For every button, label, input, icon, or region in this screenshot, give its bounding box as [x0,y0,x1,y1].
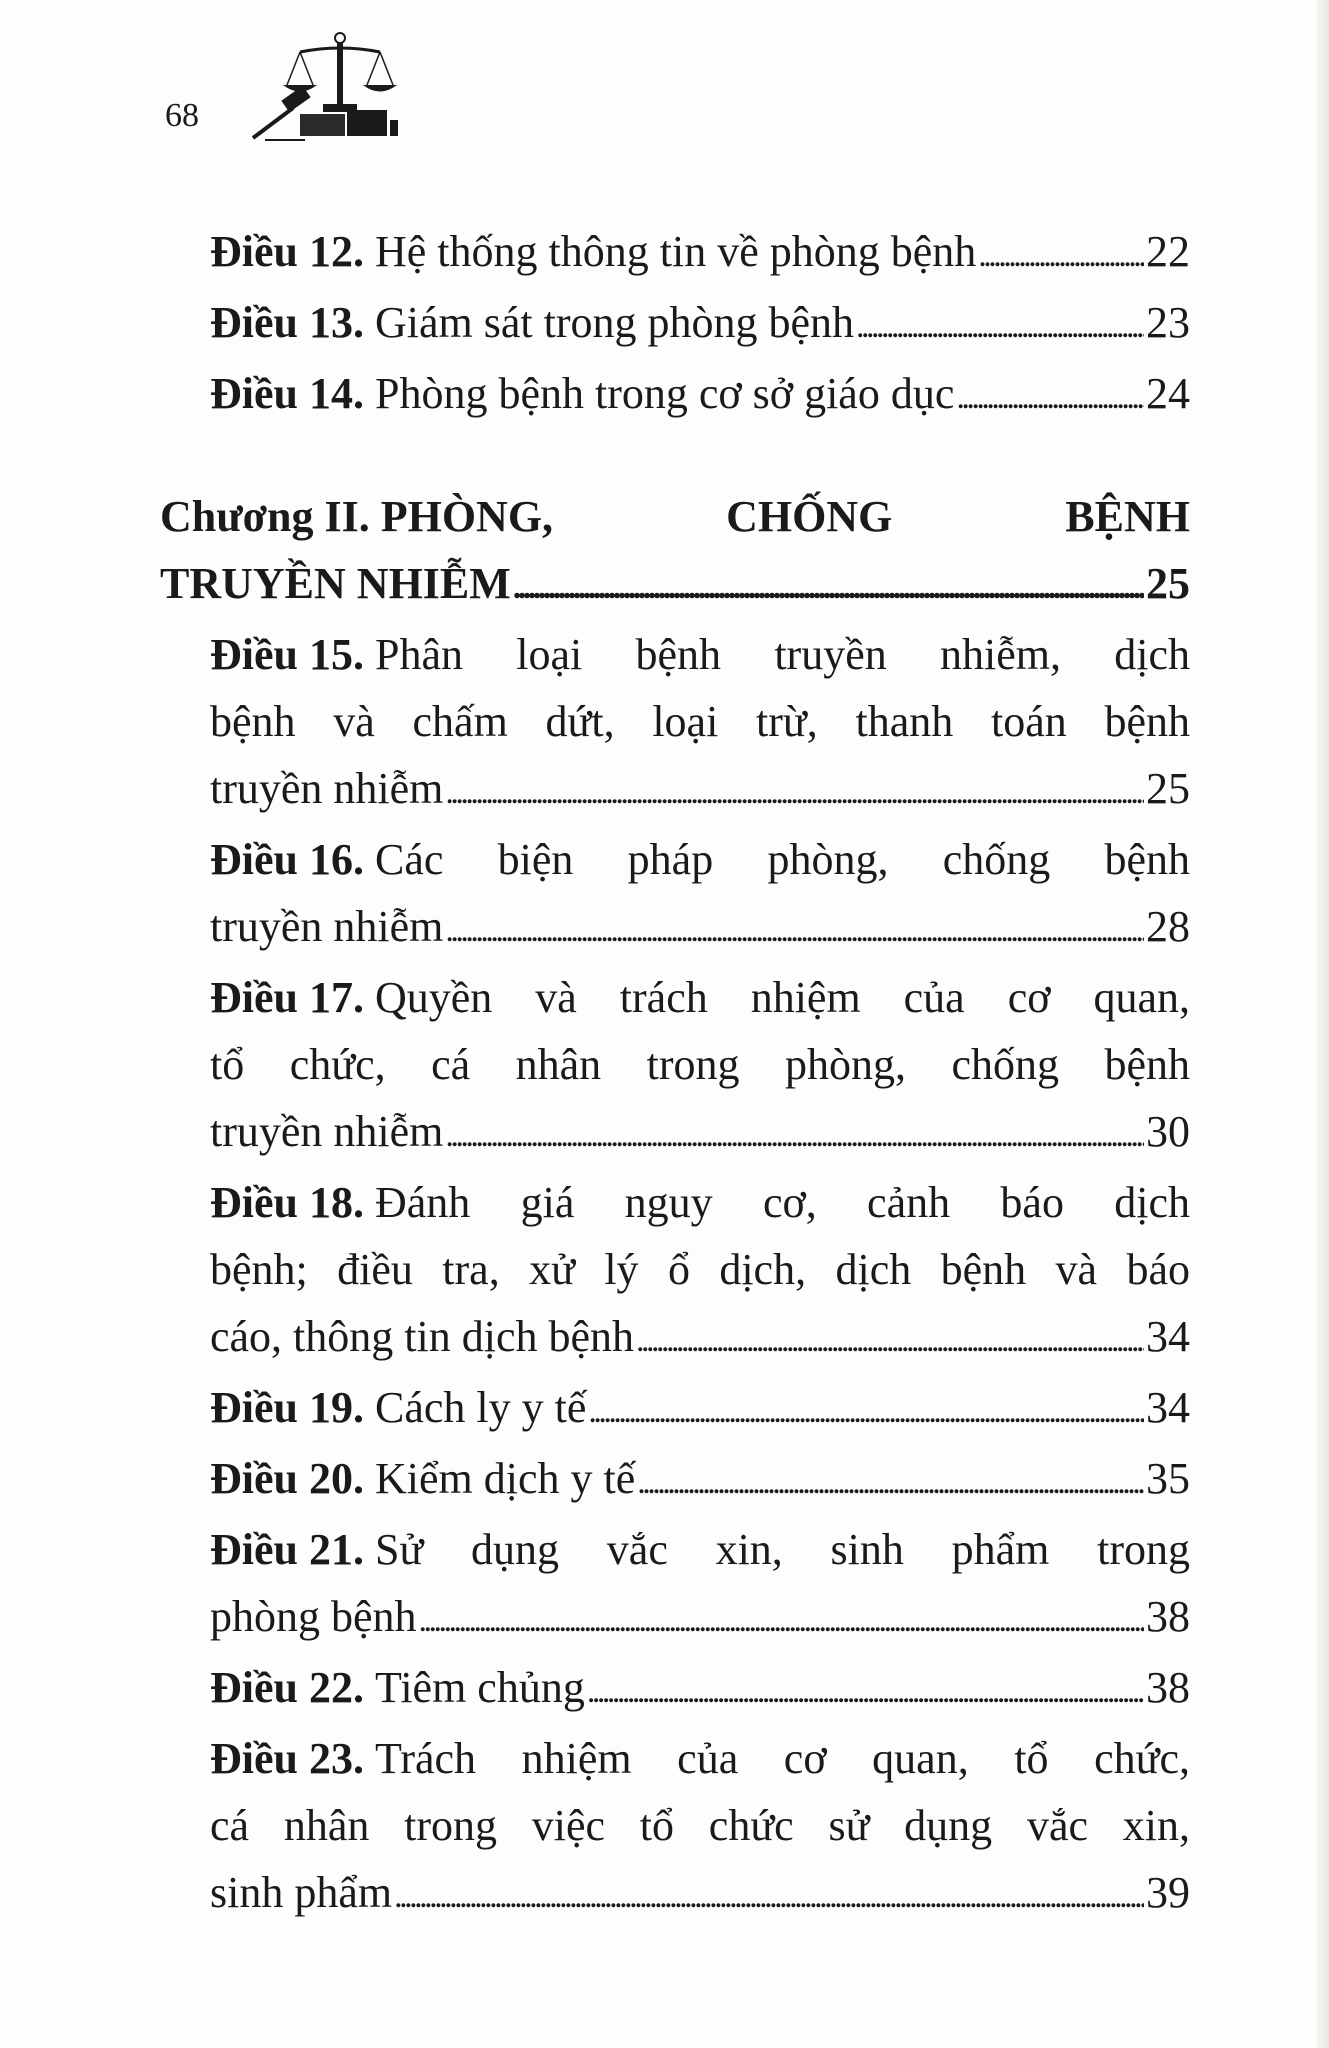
toc-entry-text: Trách nhiệm của cơ quan, tổ chức, [375,1734,1190,1783]
toc-page-number: 23 [1146,298,1190,347]
toc-entry-line [210,1859,1190,1930]
dot-leader [637,1445,1144,1516]
toc-entry-line [210,1374,1190,1445]
toc-entry-text: Kiểm dịch y tế [375,1454,636,1503]
toc-entry-text: Phân loại bệnh truyền nhiễm, dịch [375,630,1190,679]
toc-page-number: 30 [1146,1107,1190,1156]
toc-entry-line [210,360,1190,431]
page-header [165,30,565,150]
toc-entry-label: Điều 12. [210,227,364,276]
dot-leader [636,1303,1144,1374]
dot-leader [587,1654,1144,1725]
toc-entry-line [210,1031,1190,1098]
toc-entry-text: Quyền và trách nhiệm của cơ quan, [375,973,1190,1022]
toc-entry-line [210,1516,1190,1583]
toc-entry-line [210,1792,1190,1859]
toc-page-number: 34 [1146,1312,1190,1361]
toc-article-entry [160,1654,1190,1725]
toc-article-entry [160,1445,1190,1516]
toc-page-number: 38 [1146,1592,1190,1641]
toc-entry-line [210,964,1190,1031]
dot-leader [856,289,1144,360]
toc-entry-text: Đánh giá nguy cơ, cảnh báo dịch [375,1178,1190,1227]
toc-entry-text: truyền nhiễm [210,764,444,813]
scales-of-justice-gavel-icon [245,30,415,145]
table-of-contents [160,218,1190,1930]
toc-entry-text: cá nhân trong việc tổ chức sử dụng vắc xin, [210,1801,1190,1850]
toc-entry-label: Điều 13. [210,298,364,347]
toc-chapter-entry [160,483,1190,621]
dot-leader [419,1583,1144,1654]
toc-entry-label: Điều 22. [210,1663,364,1712]
toc-entry-label: Chương II. [160,492,370,541]
toc-entry-line [210,755,1190,826]
toc-entry-text: Tiêm chủng [375,1663,585,1712]
toc-entry-line [210,1654,1190,1725]
toc-entry-line [160,550,1190,621]
toc-entry-line [210,688,1190,755]
toc-entry-line [210,1725,1190,1792]
toc-article-entry [160,289,1190,360]
dot-leader [445,1098,1144,1169]
dot-leader [513,550,1144,621]
toc-page-number: 34 [1146,1383,1190,1432]
toc-page-number: 22 [1146,227,1190,276]
dot-leader [956,360,1144,431]
toc-entry-line [210,289,1190,360]
toc-article-entry [160,218,1190,289]
toc-article-entry [160,360,1190,431]
toc-page-number: 25 [1146,559,1190,608]
toc-entry-text: Các biện pháp phòng, chống bệnh [375,835,1190,884]
toc-entry-line [210,218,1190,289]
toc-entry-label: Điều 14. [210,369,364,418]
toc-entry-label: Điều 18. [210,1178,364,1227]
toc-entry-line [210,621,1190,688]
toc-page-number: 25 [1146,764,1190,813]
toc-entry-line [210,1169,1190,1236]
toc-entry-text: Giám sát trong phòng bệnh [375,298,855,347]
toc-entry-line [160,483,1190,550]
toc-entry-text: PHÒNG, CHỐNG BỆNH [380,492,1190,541]
toc-entry-text: truyền nhiễm [210,1107,444,1156]
toc-article-entry [160,621,1190,826]
page-edge-shadow [1317,0,1329,2048]
toc-entry-line [210,1583,1190,1654]
toc-entry-text: bệnh; điều tra, xử lý ổ dịch, dịch bệnh và báo [210,1245,1190,1294]
dot-leader [394,1859,1144,1930]
toc-entry-text: Sử dụng vắc xin, sinh phẩm trong [375,1525,1190,1574]
toc-entry-line [210,1303,1190,1374]
toc-article-entry [160,1374,1190,1445]
toc-entry-label: Điều 15. [210,630,364,679]
toc-entry-label: Điều 17. [210,973,364,1022]
toc-entry-text: sinh phẩm [210,1868,393,1917]
toc-article-entry [160,1169,1190,1374]
toc-article-entry [160,964,1190,1169]
toc-entry-label: Điều 16. [210,835,364,884]
toc-page-number: 24 [1146,369,1190,418]
toc-page-number: 35 [1146,1454,1190,1503]
toc-entry-text: TRUYỀN NHIỄM [160,559,511,608]
toc-page-number: 39 [1146,1868,1190,1917]
toc-entry-text: truyền nhiễm [210,902,444,951]
toc-entry-text: Phòng bệnh trong cơ sở giáo dục [375,369,955,418]
toc-entry-label: Điều 19. [210,1383,364,1432]
dot-leader [445,755,1144,826]
toc-entry-text: phòng bệnh [210,1592,417,1641]
toc-entry-text: bệnh và chấm dứt, loại trừ, thanh toán bệnh [210,697,1190,746]
toc-entry-line [210,1098,1190,1169]
toc-article-entry [160,826,1190,964]
page-number: 68 [165,97,199,134]
toc-page-number: 38 [1146,1663,1190,1712]
toc-entry-line [210,1236,1190,1303]
toc-page-number: 28 [1146,902,1190,951]
toc-entry-line [210,893,1190,964]
dot-leader [978,218,1144,289]
dot-leader [445,893,1144,964]
toc-entry-text: Cách ly y tế [375,1383,587,1432]
toc-entry-text: cáo, thông tin dịch bệnh [210,1312,635,1361]
toc-entry-text: Hệ thống thông tin về phòng bệnh [375,227,977,276]
toc-entry-label: Điều 20. [210,1454,364,1503]
dot-leader [588,1374,1144,1445]
toc-article-entry [160,1516,1190,1654]
toc-entry-line [210,1445,1190,1516]
toc-entry-label: Điều 21. [210,1525,364,1574]
toc-entry-line [210,826,1190,893]
toc-article-entry [160,1725,1190,1930]
toc-entry-text: tổ chức, cá nhân trong phòng, chống bệnh [210,1040,1190,1089]
toc-entry-label: Điều 23. [210,1734,364,1783]
